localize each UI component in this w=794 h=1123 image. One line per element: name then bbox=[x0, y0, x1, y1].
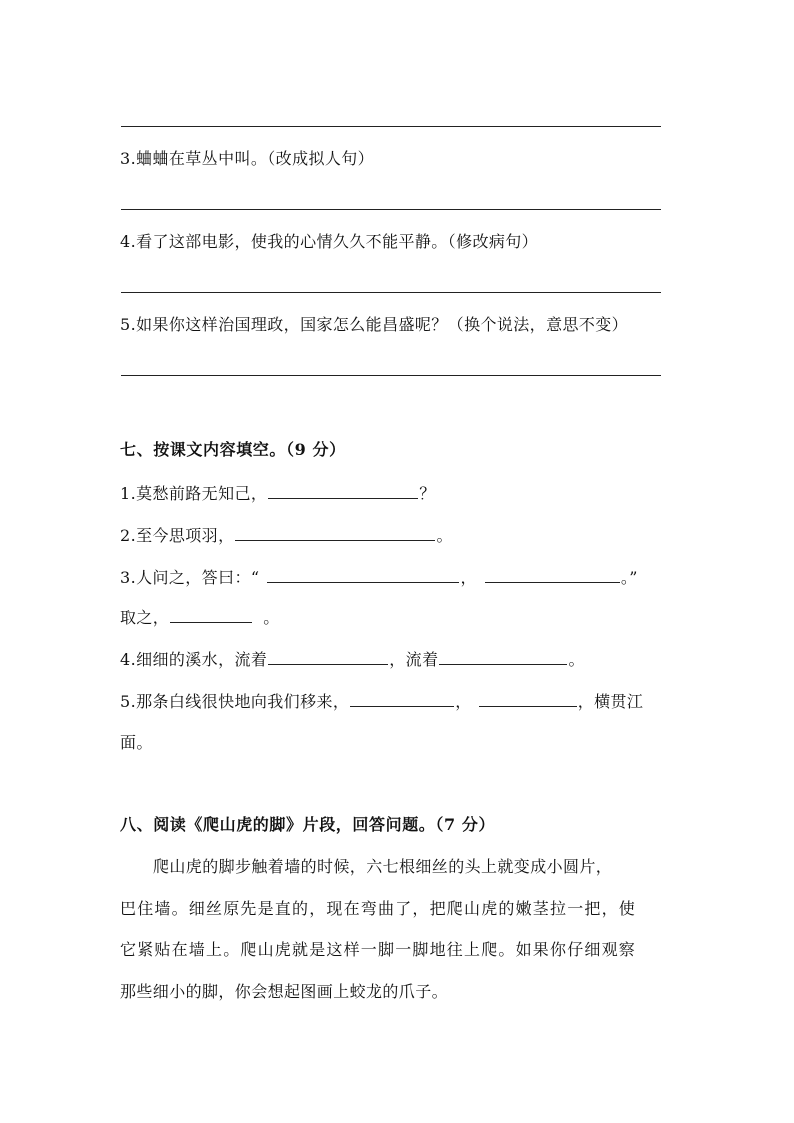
reading-passage-line: 它紧贴在墙上。爬山虎就是这样一脚一脚地往上爬。如果你仔细观察 bbox=[120, 940, 637, 959]
question-6-4: 4.看了这部电影，使我的心情久久不能平静。（修改病句） bbox=[120, 232, 539, 251]
q7-5-sep: ， bbox=[455, 692, 472, 711]
q7-5-text: 5.那条白线很快地向我们移来， bbox=[120, 692, 350, 711]
q7-3-line2-text: 取之， bbox=[120, 608, 170, 627]
question-7-4 bbox=[120, 646, 585, 670]
fill-blank[interactable] bbox=[268, 646, 388, 665]
fill-blank[interactable] bbox=[268, 480, 418, 499]
question-6-3: 3.蛐蛐在草丛中叫。（改成拟人句） bbox=[120, 149, 375, 168]
q7-3-line2-end: 。 bbox=[263, 608, 280, 627]
q7-5-end: ，横贯江 bbox=[577, 692, 644, 711]
reading-passage-line: 爬山虎的脚步触着墙的时候，六七根细丝的头上就变成小圆片， bbox=[153, 857, 613, 876]
fill-blank[interactable] bbox=[267, 564, 459, 583]
q7-1-text: 1.莫愁前路无知己， bbox=[120, 484, 268, 503]
q7-2-end: 。 bbox=[436, 526, 453, 545]
reading-passage-line: 巴住墙。细丝原先是直的，现在弯曲了，把爬山虎的嫩茎拉一把，使 bbox=[120, 899, 637, 918]
q7-4-text: 4.细细的溪水，流着 bbox=[120, 650, 268, 669]
q7-2-text: 2.至今思项羽， bbox=[120, 526, 235, 545]
fill-blank[interactable] bbox=[350, 688, 454, 707]
q7-3-end: 。” bbox=[620, 568, 638, 587]
fill-blank[interactable] bbox=[235, 522, 435, 541]
question-7-5 bbox=[120, 688, 643, 712]
question-7-3 bbox=[120, 564, 638, 588]
section-8-heading: 八、阅读《爬山虎的脚》片段，回答问题。（7 分） bbox=[120, 815, 496, 834]
answer-line-q4[interactable] bbox=[121, 292, 661, 293]
q7-4-end: 。 bbox=[568, 650, 585, 669]
q7-1-end: ？ bbox=[419, 484, 436, 503]
answer-line-q2[interactable] bbox=[121, 126, 661, 127]
answer-line-q5[interactable] bbox=[121, 375, 661, 376]
question-7-3-cont bbox=[120, 604, 280, 628]
question-6-5: 5.如果你这样治国理政，国家怎么能昌盛呢？（换个说法，意思不变） bbox=[120, 315, 629, 334]
fill-blank[interactable] bbox=[479, 688, 577, 707]
q7-3-text: 3.人问之，答曰：“ bbox=[120, 568, 260, 587]
question-7-1 bbox=[120, 480, 436, 504]
answer-line-q3[interactable] bbox=[121, 209, 661, 210]
fill-blank[interactable] bbox=[439, 646, 567, 665]
section-7-heading: 七、按课文内容填空。（9 分） bbox=[120, 440, 346, 459]
reading-passage-line: 那些细小的脚，你会想起图画上蛟龙的爪子。 bbox=[120, 982, 449, 1001]
q7-4-mid: ，流着 bbox=[389, 650, 439, 669]
q7-3-sep: ， bbox=[460, 568, 477, 587]
question-7-2 bbox=[120, 522, 453, 546]
question-7-5-cont: 面。 bbox=[120, 733, 153, 752]
fill-blank[interactable] bbox=[485, 564, 620, 583]
fill-blank[interactable] bbox=[170, 604, 252, 623]
